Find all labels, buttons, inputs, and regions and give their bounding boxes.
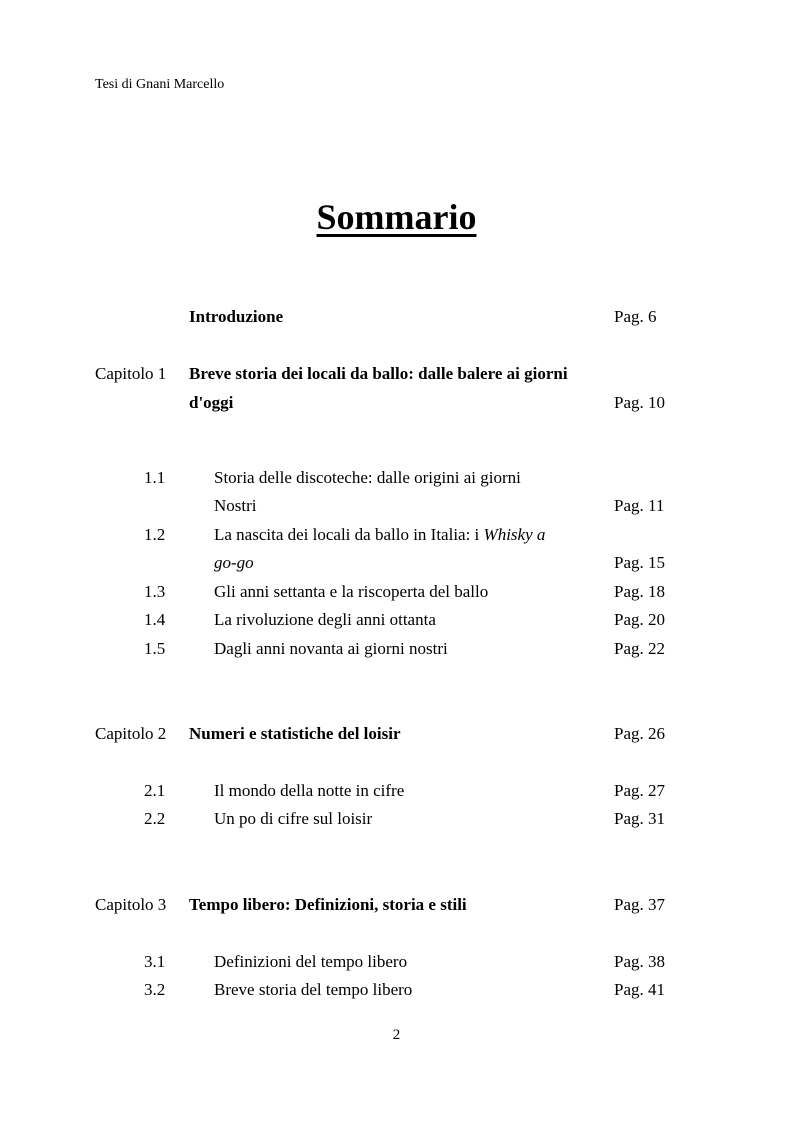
section-2-1-page: Pag. 27 (614, 781, 665, 800)
chapter-3-label: Capitolo 3 (95, 895, 167, 914)
section-1-5-page: Pag. 22 (614, 639, 665, 658)
section-3-2-page: Pag. 41 (614, 980, 665, 999)
chapter-3-title: Tempo libero: Definizioni, storia e stili (189, 895, 467, 914)
section-3-1-title: Definizioni del tempo libero (214, 952, 408, 971)
section-1-1-page: Pag. 11 (614, 496, 665, 515)
section-1-2-title-part-b: Whisky a (483, 525, 546, 544)
intro-page: Pag. 6 (614, 307, 657, 326)
section-2-2-page: Pag. 31 (614, 809, 665, 828)
section-1-3-page: Pag. 18 (614, 582, 665, 601)
section-3-2-title: Breve storia del tempo libero (214, 980, 413, 999)
section-1-5-num: 1.5 (144, 639, 166, 658)
section-1-3-num: 1.3 (144, 582, 166, 601)
section-1-4-page: Pag. 20 (614, 610, 665, 629)
section-1-1-title-line2: Nostri (214, 496, 257, 515)
section-1-2-title-line2: go-go (214, 553, 254, 572)
section-3-2-num: 3.2 (144, 980, 166, 999)
page-number: 2 (392, 1027, 401, 1043)
chapter-3-page: Pag. 37 (614, 895, 665, 914)
section-1-4-title: La rivoluzione degli anni ottanta (214, 610, 436, 629)
section-1-1-title-line1: Storia delle discoteche: dalle origini ai giorni (214, 468, 521, 487)
intro-title: Introduzione (189, 307, 284, 326)
section-1-3-title: Gli anni settanta e la riscoperta del ballo (214, 582, 489, 601)
section-2-1-num: 2.1 (144, 781, 166, 800)
section-2-2-title: Un po di cifre sul loisir (214, 809, 373, 828)
section-1-1-num: 1.1 (144, 468, 166, 487)
chapter-1-label: Capitolo 1 (95, 364, 167, 383)
running-header: Tesi di Gnani Marcello (95, 77, 225, 92)
section-1-4-num: 1.4 (144, 610, 166, 629)
section-3-1-num: 3.1 (144, 952, 166, 971)
chapter-1-title-line2: d'oggi (189, 393, 234, 412)
section-1-2-title-part-a: La nascita dei locali da ballo in Italia: i (214, 525, 484, 544)
section-2-2-num: 2.2 (144, 809, 166, 828)
chapter-2-page: Pag. 26 (614, 724, 665, 743)
chapter-2-title: Numeri e statistiche del loisir (189, 724, 401, 743)
section-1-5-title: Dagli anni novanta ai giorni nostri (214, 639, 448, 658)
section-3-1-page: Pag. 38 (614, 952, 665, 971)
chapter-2-label: Capitolo 2 (95, 724, 167, 743)
page-title: Sommario (316, 197, 477, 237)
section-2-1-title: Il mondo della notte in cifre (214, 781, 405, 800)
chapter-1-page: Pag. 10 (614, 393, 665, 412)
section-1-2-title-line1 (214, 525, 545, 545)
chapter-1-title-line1: Breve storia dei locali da ballo: dalle balere ai giorni (189, 364, 568, 383)
section-1-2-num: 1.2 (144, 525, 166, 544)
section-1-2-page: Pag. 15 (614, 553, 665, 572)
